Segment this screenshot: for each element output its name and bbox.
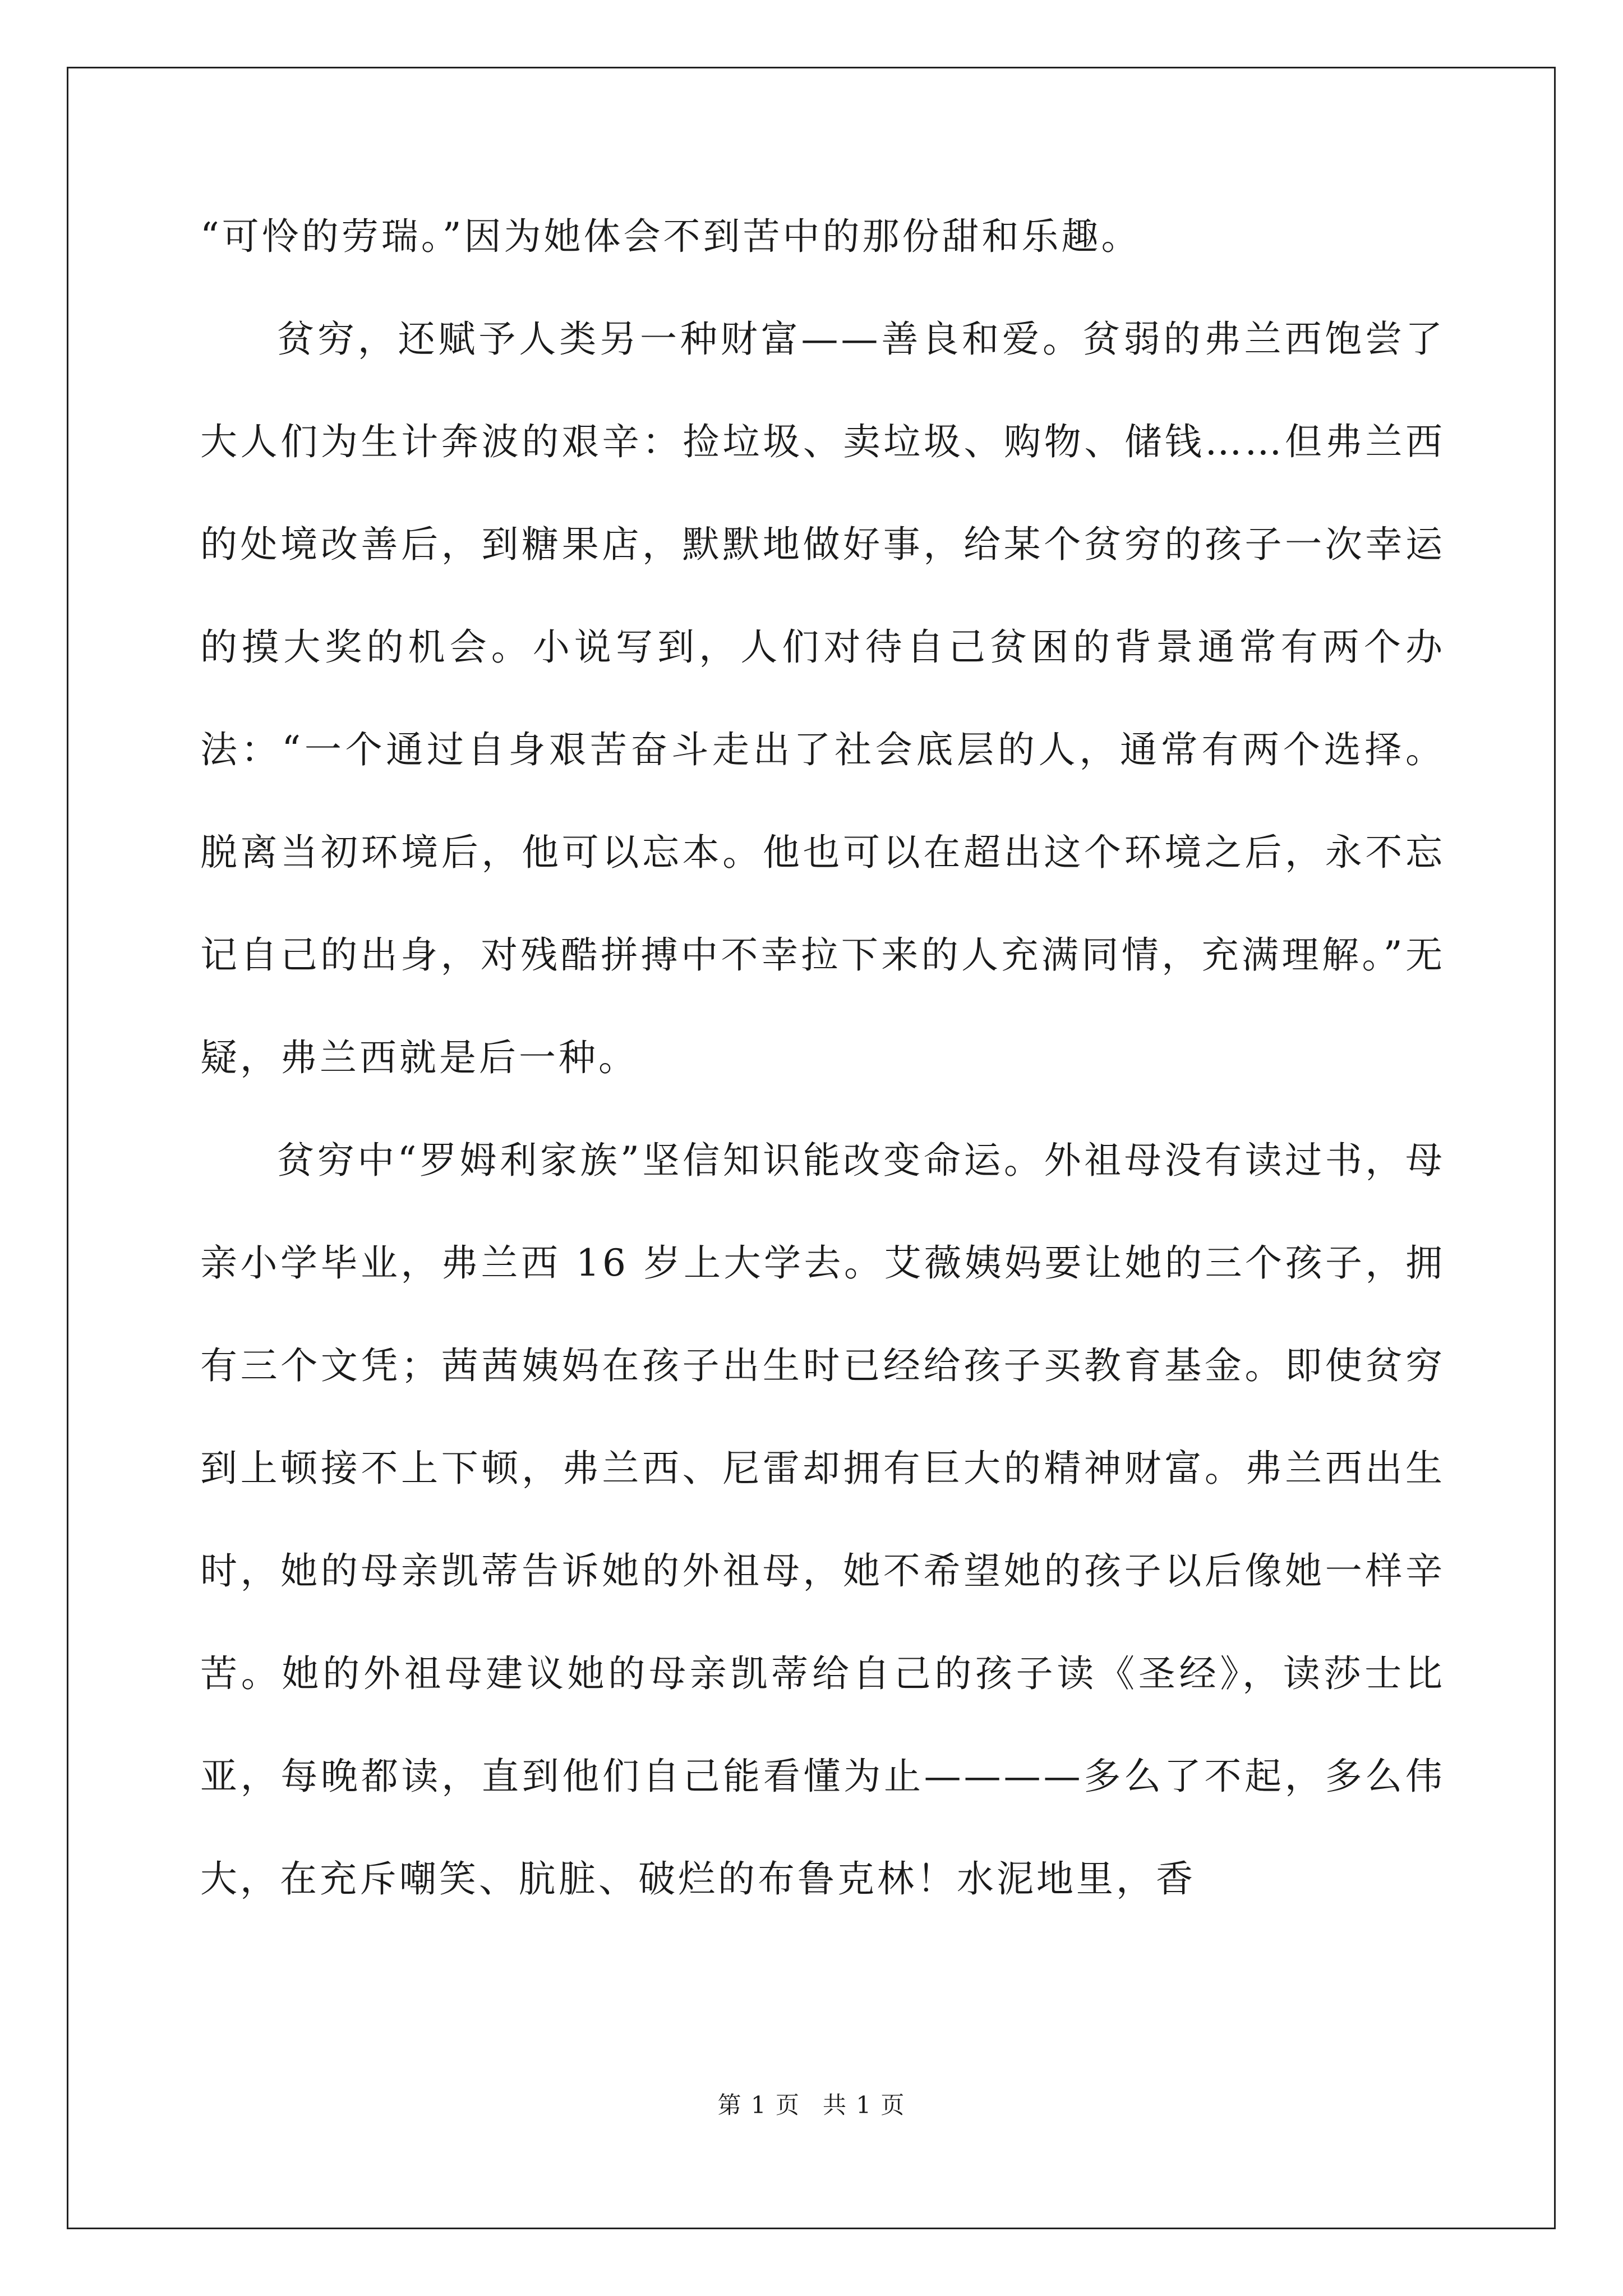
page-number: 第 1 页 (717, 2091, 800, 2119)
paragraph-1: “可怜的劳瑞。”因为她体会不到苦中的那份甜和乐趣。 (200, 215, 1141, 258)
page-footer (0, 2087, 1623, 2120)
page-total: 共 1 页 (823, 2091, 906, 2119)
document-body (200, 185, 1445, 1930)
paragraph-2: 贫穷，还赋予人类另一种财富——善良和爱。贫弱的弗兰西饱尝了大人们为生计奔波的艰辛：捡垃圾、卖垃圾、购物、储钱……但弗兰西的处境改善后，到糖果店，默默地做好事，给某个贫穷的孩子一次幸运的摸大奖的机会。小说写到，人们对待自己贫困的背景通常有两个办法：“一个通过自身艰苦奋斗走出了社会底层的人，通常有两个选择。脱离当初环境后，他可以忘本。他也可以在超出这个环境之后，永不忘记自己的出身，对残酷拼搏中不幸拉下来的人充满同情，充满理解。”无疑，弗兰西就是后一种。 (200, 318, 1445, 1079)
paragraph-3: 贫穷中“罗姆利家族”坚信知识能改变命运。外祖母没有读过书，母亲小学毕业，弗兰西 16 岁上大学去。艾薇姨妈要让她的三个孩子，拥有三个文凭；茜茜姨妈在孩子出生时已经给孩子买教育基金。即使贫穷到上顿接不上下顿，弗兰西、尼雷却拥有巨大的精神财富。弗兰西出生时，她的母亲凯蒂告诉她的外祖母，她不希望她的孩子以后像她一样辛苦。她的外祖母建议她的母亲凯蒂给自己的孩子读《圣经》，读莎士比亚，每晚都读，直到他们自己能看懂为止————多么了不起，多么伟大，在充斥嘲笑、肮脏、破烂的布鲁克林！水泥地里，香 (200, 1139, 1445, 1901)
